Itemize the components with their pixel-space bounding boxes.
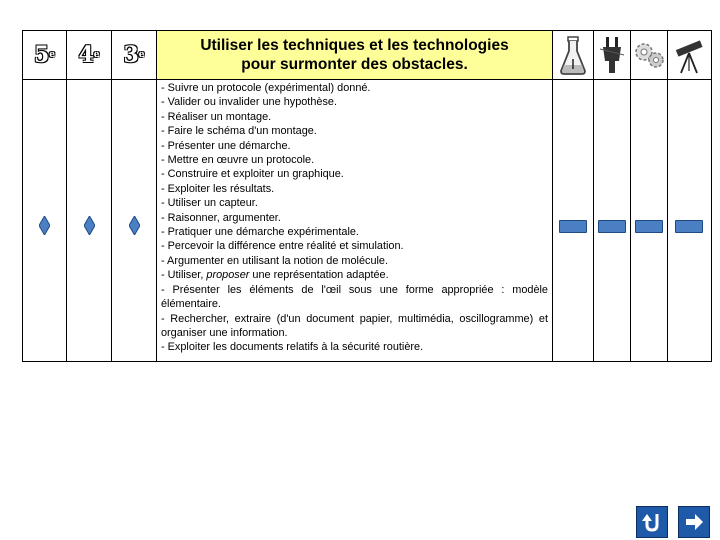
level-4-number: 4 [78,42,94,68]
list-item: - Raisonner, argumenter. [161,211,281,224]
list-item: - Valider ou invalider une hypothèse. [161,96,337,109]
plug-header [593,30,631,80]
next-button[interactable] [678,506,710,538]
item-represent-pre: - Utiliser, [161,269,207,282]
list-item: - Suivre un protocole (expérimental) donné. [161,82,371,94]
level-5-header [22,30,67,80]
level-3-header [111,30,157,80]
plug-icon [597,35,627,75]
arrow-right-icon [683,511,705,533]
list-item: - Réaliser un montage. [161,110,272,123]
competence-list [156,79,553,362]
list-item: - Présenter les éléments de l'œil sous une forme appropriée : modèle élémentaire. [161,283,548,311]
level-4-suffix: e [93,50,100,60]
list-item [161,268,548,282]
flask-header [552,30,594,80]
flask-icon [558,35,588,75]
level-4-marker [84,216,95,235]
title-line-2: pour surmonter des obstacles. [241,56,468,73]
level-4-header [66,30,112,80]
return-arrow-icon [641,511,663,533]
list-item: - Percevoir la différence entre réalité et simulation. [161,240,404,253]
telescope-marker [675,220,703,233]
gears-icon [632,38,666,72]
telescope-icon [672,35,708,75]
level-5-marker [39,216,50,235]
gears-header [630,30,668,80]
list-item: - Construire et exploiter un graphique. [161,168,344,181]
list-item: - Mettre en œuvre un protocole. [161,154,315,167]
return-button[interactable] [636,506,668,538]
list-item: - Présenter une démarche. [161,139,291,152]
level-3-marker [129,216,140,235]
list-item: - Faire le schéma d'un montage. [161,125,317,138]
title-line-1: Utiliser les techniques et les technologies [200,37,509,54]
telescope-header [667,30,712,80]
level-3-suffix: e [138,50,145,60]
list-item: - Utiliser un capteur. [161,197,258,210]
list-item: - Exploiter les résultats. [161,182,275,195]
competence-title [156,30,553,80]
list-item: - Pratiquer une démarche expérimentale. [161,226,359,239]
list-item: - Exploiter les documents relatifs à la sécurité routière. [161,341,424,354]
competence-table [22,30,712,362]
item-represent-post: une représentation adaptée. [249,269,389,282]
flask-marker [559,220,587,233]
list-item: - Rechercher, extraire (d'un document papier, multimédia, oscillogramme) et organiser une information. [161,312,548,339]
level-5-number: 5 [33,42,50,68]
level-3-number: 3 [123,42,139,68]
level-5-suffix: e [49,50,56,60]
list-item: - Argumenter en utilisant la notion de molécule. [161,254,389,267]
plug-marker [598,220,626,233]
gears-marker [635,220,663,233]
item-represent-em: proposer [206,269,250,282]
